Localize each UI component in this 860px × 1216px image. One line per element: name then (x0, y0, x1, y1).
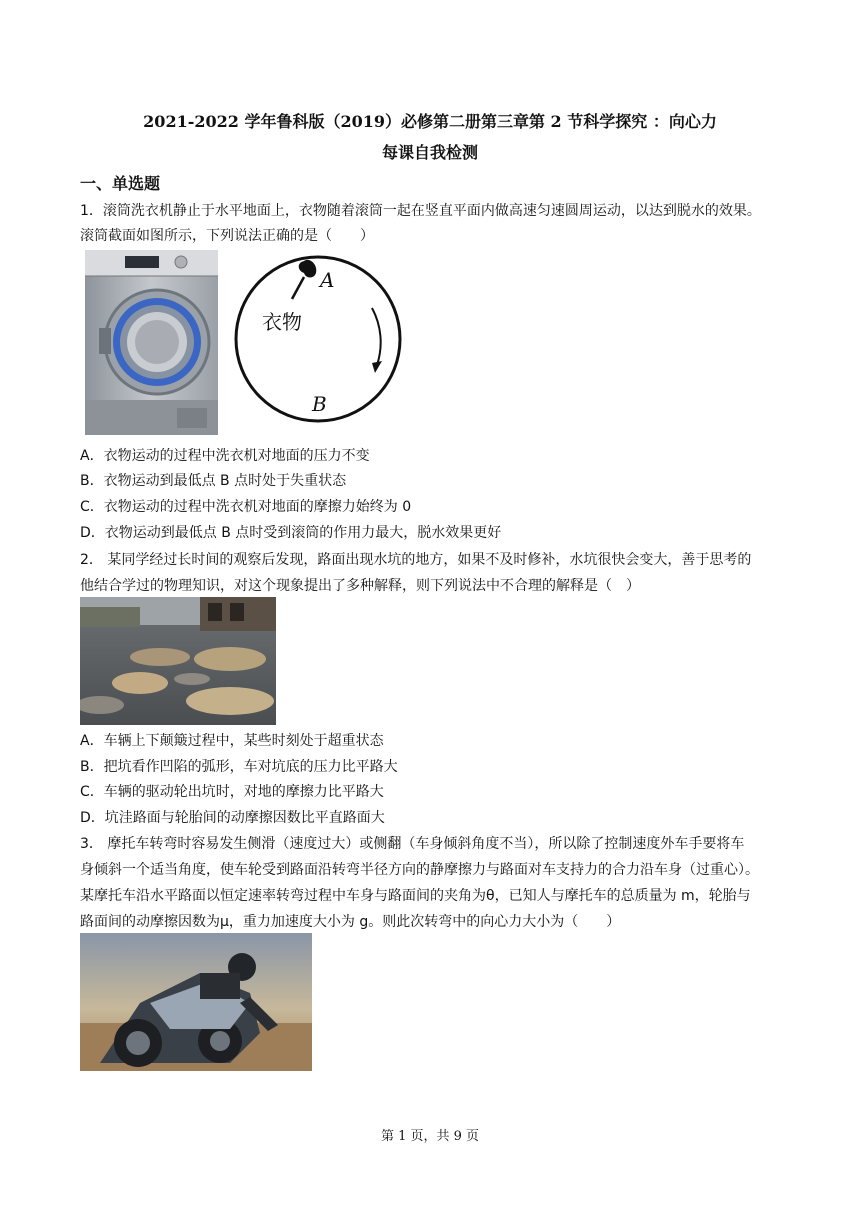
question-2-option-b: B．把坑看作凹陷的弧形，车对坑底的压力比平路大 (80, 759, 398, 775)
question-1-option-c: C．衣物运动的过程中洗衣机对地面的摩擦力始终为 0 (80, 499, 412, 515)
motorcycle-turn-photo (80, 933, 312, 1071)
drum-diagram (232, 253, 404, 425)
question-1-option-b: B．衣物运动到最低点 B 点时处于失重状态 (80, 473, 347, 489)
question-2-line-2: 他结合学过的物理知识，对这个现象提出了多种解释，则下列说法中不合理的解释是（ ） (80, 578, 640, 594)
drum-label-a: A (320, 268, 335, 292)
page-footer: 第 1 页，共 9 页 (380, 1129, 480, 1144)
question-2-option-a: A．车辆上下颠簸过程中，某些时刻处于超重状态 (80, 733, 384, 749)
question-3-line-2: 身倾斜一个适当角度，使车轮受到路面沿转弯半径方向的静摩擦力与路面对车支持力的合力沿车身（过重心）。 (80, 862, 759, 878)
question-3-line-3: 某摩托车沿水平路面以恒定速率转弯过程中车身与路面间的夹角为θ，已知人与摩托车的总质量为 m，轮胎与 (80, 888, 751, 904)
drum-label-clothes: 衣物 (262, 310, 302, 334)
document-subtitle: 每课自我检测 (381, 143, 478, 162)
question-3-line-4: 路面间的动摩擦因数为μ，重力加速度大小为 g。则此次转弯中的向心力大小为（ ） (80, 914, 621, 930)
washing-machine-photo (85, 250, 218, 435)
question-2-line-1: 2． 某同学经过长时间的观察后发现，路面出现水坑的地方，如果不及时修补，水坑很快会变大，善于思考的 (80, 552, 752, 568)
question-2-option-c: C．车辆的驱动轮出坑时，对地的摩擦力比平路大 (80, 784, 384, 800)
document-title: 2021-2022 学年鲁科版（2019）必修第二册第三章第 2 节科学探究 ：向心力 (143, 112, 717, 131)
question-2-option-d: D．坑洼路面与轮胎间的动摩擦因数比平直路面大 (80, 810, 385, 826)
question-1-line-2: 滚筒截面如图所示，下列说法正确的是（ ） (80, 228, 374, 244)
question-1-option-a: A．衣物运动的过程中洗衣机对地面的压力不变 (80, 448, 370, 464)
question-1-line-1: 1．滚筒洗衣机静止于水平地面上，衣物随着滚筒一起在竖直平面内做高速匀速圆周运动，以达到脱水的效果。 (80, 203, 761, 219)
question-3-line-1: 3． 摩托车转弯时容易发生侧滑（速度过大）或侧翻（车身倾斜角度不当），所以除了控制速度外车手要将车 (80, 836, 745, 852)
pothole-road-photo (80, 597, 276, 725)
drum-label-b: B (312, 392, 327, 416)
section-heading: 一、单选题 (80, 174, 161, 193)
question-1-option-d: D．衣物运动到最低点 B 点时受到滚筒的作用力最大，脱水效果更好 (80, 525, 502, 541)
